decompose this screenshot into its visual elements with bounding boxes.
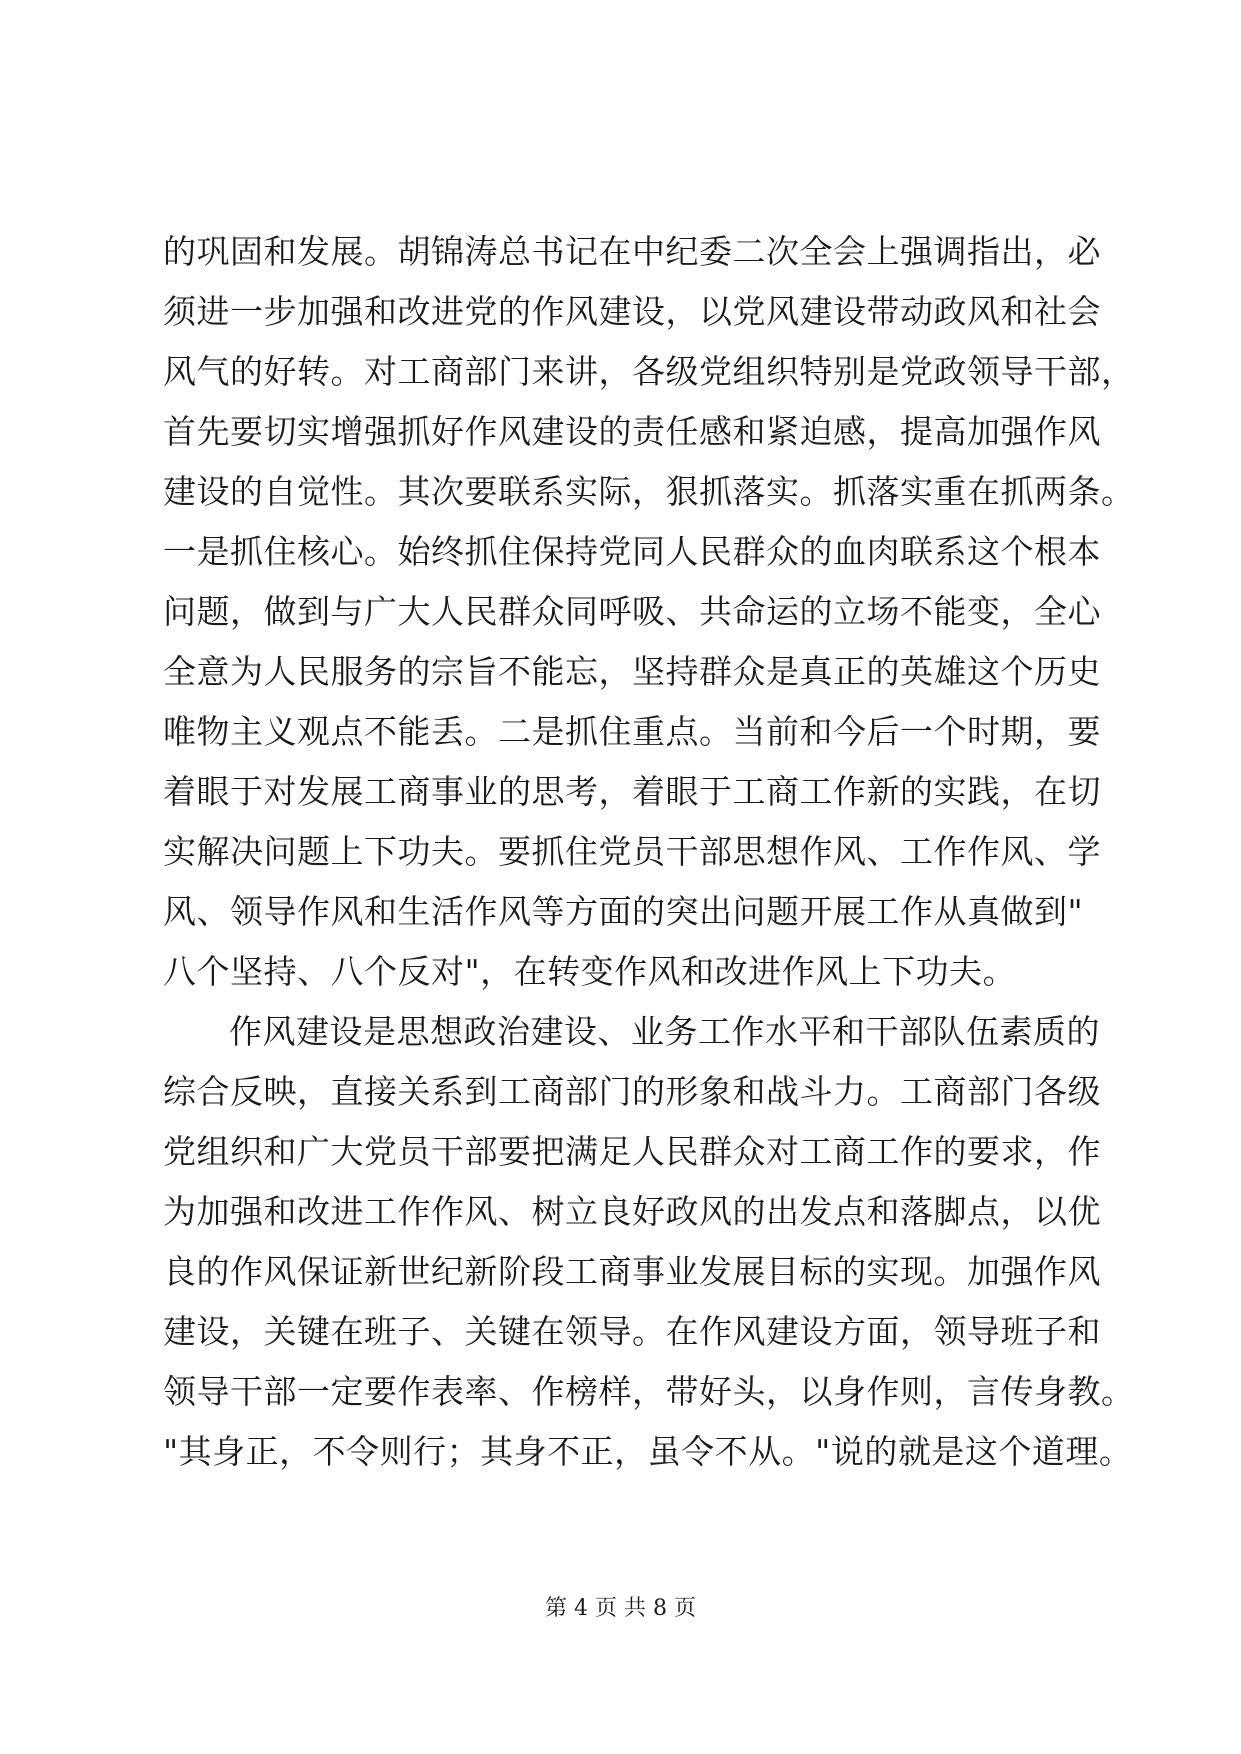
- text-line: 实解决问题上下功夫。要抓住党员干部思想作风、工作作风、学: [163, 832, 1101, 871]
- text-line: 问题，做到与广大人民群众同呼吸、共命运的立场不能变，全心: [163, 592, 1101, 631]
- page-footer: [0, 1594, 1241, 1624]
- text-line: 唯物主义观点不能丢。二是抓住重点。当前和今后一个时期，要: [163, 712, 1101, 751]
- text-line: 领导干部一定要作表率、作榜样，带好头，以身作则，言传身教。: [163, 1372, 1135, 1411]
- paragraph: [163, 1002, 1135, 1482]
- text-line: 一是抓住核心。始终抓住保持党同人民群众的血肉联系这个根本: [163, 532, 1101, 571]
- text-line: 党组织和广大党员干部要把满足人民群众对工商工作的要求，作: [163, 1132, 1101, 1171]
- text-line: 良的作风保证新世纪新阶段工商事业发展目标的实现。加强作风: [163, 1252, 1101, 1291]
- body-text: [163, 222, 1135, 1482]
- text-line: 全意为人民服务的宗旨不能忘，坚持群众是真正的英雄这个历史: [163, 652, 1101, 691]
- page-number-label: 第 4 页 共 8 页: [545, 1596, 696, 1621]
- text-line: 综合反映，直接关系到工商部门的形象和战斗力。工商部门各级: [163, 1072, 1101, 1111]
- text-line: 着眼于对发展工商事业的思考，着眼于工商工作新的实践，在切: [163, 772, 1101, 811]
- text-line: 八个坚持、八个反对"，在转变作风和改进作风上下功夫。: [163, 952, 1017, 991]
- text-line: 首先要切实增强抓好作风建设的责任感和紧迫感，提高加强作风: [163, 412, 1101, 451]
- text-line: 为加强和改进工作作风、树立良好政风的出发点和落脚点，以优: [163, 1192, 1101, 1231]
- text-line: 建设，关键在班子、关键在领导。在作风建设方面，领导班子和: [163, 1312, 1101, 1351]
- text-line: "其身正，不令则行；其身不正，虽令不从。"说的就是这个道理。: [163, 1432, 1133, 1471]
- paragraph: [163, 222, 1135, 1002]
- text-line: 须进一步加强和改进党的作风建设，以党风建设带动政风和社会: [163, 292, 1101, 331]
- text-line: 的巩固和发展。胡锦涛总书记在中纪委二次全会上强调指出，必: [163, 232, 1101, 271]
- text-line: 风气的好转。对工商部门来讲，各级党组织特别是党政领导干部，: [163, 352, 1135, 391]
- text-line: 作风建设是思想政治建设、业务工作水平和干部队伍素质的: [229, 1012, 1100, 1051]
- text-line: 风、领导作风和生活作风等方面的突出问题开展工作从真做到": [163, 892, 1084, 931]
- text-line: 建设的自觉性。其次要联系实际，狠抓落实。抓落实重在抓两条。: [163, 472, 1135, 511]
